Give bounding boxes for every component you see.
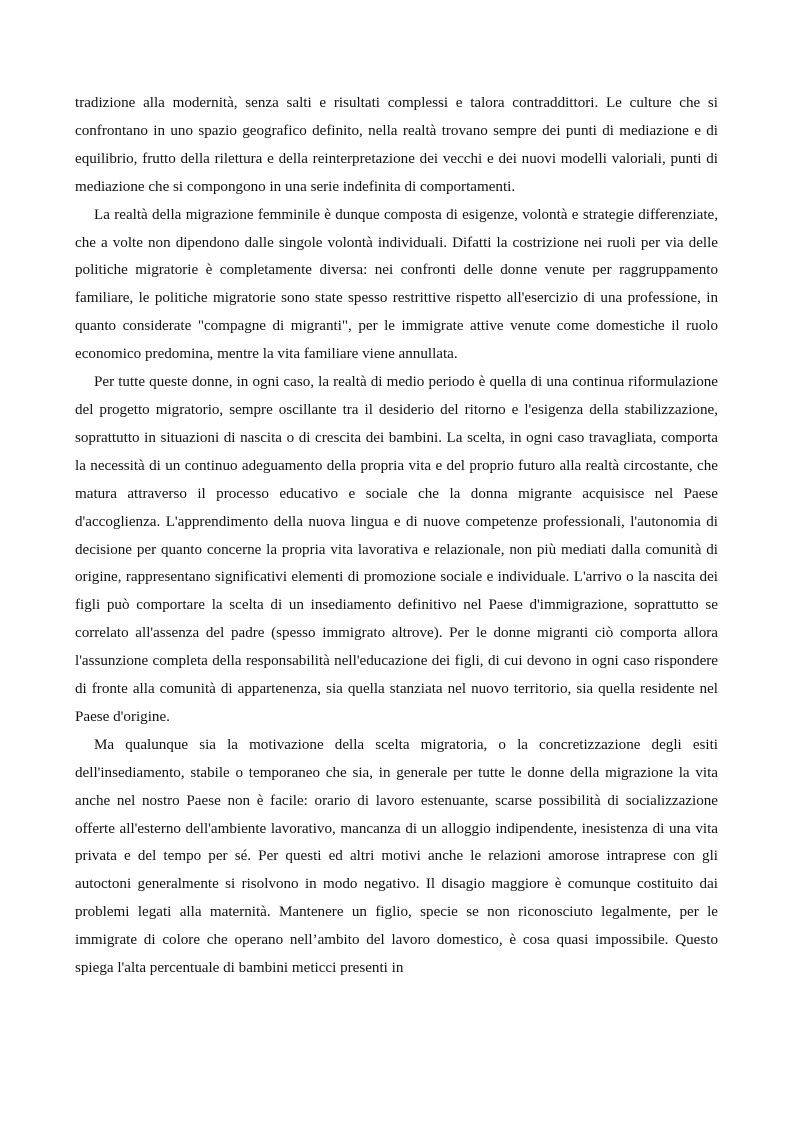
paragraph-continuation: tradizione alla modernità, senza salti e risultati complessi e talora contraddittori. Le culture che si confrontano in uno spazio geografico definito, nella realtà trovano sempre dei punti di mediazione e di equilibrio, frutto della rilettura e della reinterpretazione dei vecchi e dei nuovi modelli valoriali, punti di mediazione che si compongono in una serie indefinita di comportamenti. (75, 95, 718, 195)
paragraph-migratory-project: Per tutte queste donne, in ogni caso, la realtà di medio periodo è quella di una continua riformulazione del progetto migratorio, sempre oscillante tra il desiderio del ritorno e l'esigenza della stabilizzazione, soprattutto in situazioni di nascita o di crescita dei bambini. La scelta, in ogni caso travagliata, comporta la necessità di un continuo adeguamento della propria vita e del proprio futuro alla realtà circostante, che matura attraverso il processo educativo e sociale che la donna migrante acquisisce nel Paese d'accoglienza. L'apprendimento della nuova lingua e di nuove competenze professionali, l'autonomia di decisione per quanto concerne la propria vita lavorativa e relazionale, non più mediati dalla comunità di origine, rappresentano significativi elementi di promozione sociale e individuale. L'arrivo o la nascita dei figli può comportare la scelta di un insediamento definitivo nel Paese d'immigrazione, soprattutto se correlato all'assenza del padre (spesso immigrato altrove). Per le donne migranti ciò comporta allora l'assunzione completa della responsabilità nell'educazione dei figli, di cui devono in ogni caso rispondere di fronte alla comunità di appartenenza, sia quella stanziata nel nuovo territorio, sia quella residente nel Paese d'origine. (75, 374, 718, 725)
paragraph-difficulties: Ma qualunque sia la motivazione della scelta migratoria, o la concretizzazione degli esiti dell'insediamento, stabile o temporaneo che sia, in generale per tutte le donne della migrazione la vita anche nel nostro Paese non è facile: orario di lavoro estenuante, scarse possibilità di socializzazione offerte all'esterno dell'ambiente lavorativo, mancanza di un alloggio indipendente, inesistenza di una vita privata e del tempo per sé. Per questi ed altri motivi anche le relazioni amorose intraprese con gli autoctoni generalmente si risolvono in modo negativo. Il disagio maggiore è comunque costituito dai problemi legati alla maternità. Mantenere un figlio, specie se non riconosciuto legalmente, per le immigrate di colore che operano nell’ambito del lavoro domestico, è cosa quasi impossibile. Questo spiega l'alta percentuale di bambini meticci presenti in (75, 736, 718, 977)
document-page (75, 90, 718, 983)
paragraph-female-migration: La realtà della migrazione femminile è dunque composta di esigenze, volontà e strategie differenziate, che a volte non dipendono dalle singole volontà individuali. Difatti la costrizione nei ruoli per via delle politiche migratorie è completamente diversa: nei confronti delle donne venute per raggruppamento familiare, le politiche migratorie sono state spesso restrittive rispetto all'esercizio di una professione, in quanto considerate "compagne di migranti", per le immigrate attive venute come domestiche il ruolo economico predomina, mentre la vita familiare viene annullata. (75, 206, 718, 363)
